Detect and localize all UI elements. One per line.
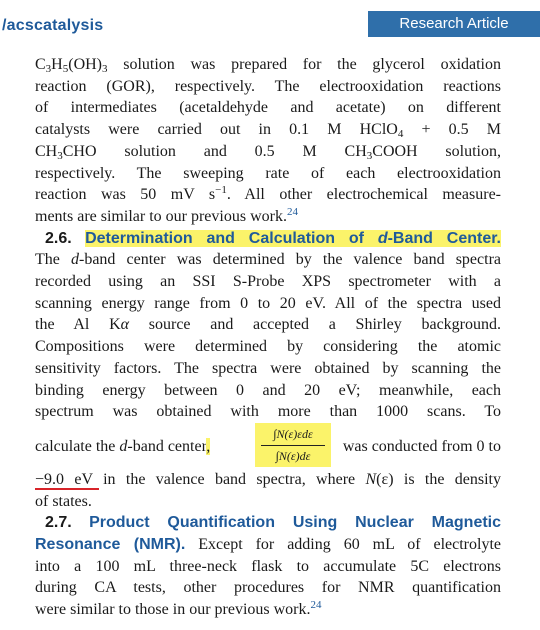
fraction-bar — [261, 445, 325, 446]
text-line: during CA tests, other procedures for NMR quantification — [35, 579, 501, 597]
text-line: respectively. The sweeping rate of each electrooxidation — [35, 164, 501, 182]
article-type-banner — [368, 11, 540, 37]
text-line: reaction was 50 mV $s^{-1}$. All other electrochemical measure- — [35, 184, 501, 204]
text-line: recorded using an SSI S-Probe XPS spectrometer with a — [35, 273, 501, 291]
page-header — [0, 0, 540, 36]
formula-denominator: ∫N(ε)dε — [275, 448, 311, 463]
text-line: Resonance (NMR). Except for adding 60 mL of electrolyte — [35, 536, 501, 554]
article-body — [35, 54, 501, 621]
reference-link[interactable]: 24 — [310, 599, 322, 612]
text-line: $C_3H_5(OH)_3$ solution was prepared for the glycerol oxidation — [35, 56, 501, 75]
text-line: were similar to those in our previous work.$^{24}$ — [35, 599, 322, 619]
section-title: Product Quantification Using Nuclear Magnetic — [89, 514, 502, 532]
text-line: into a 100 mL three-neck flask to accumulate 5C electrons — [35, 557, 501, 575]
text-line: The d-band center was determined by the valence band spectra — [35, 251, 501, 269]
section-heading — [35, 512, 501, 534]
article-type-label: Research Article — [399, 15, 509, 32]
section-heading — [35, 228, 501, 250]
text-line: reaction (GOR), respectively. The electrooxidation reactions — [35, 77, 501, 95]
text-line: binding energy between 0 and 20 eV; meanwhile, each — [35, 381, 501, 399]
text-line: sensitivity factors. The spectra were obtained by scanning the — [35, 359, 501, 377]
text-line: ments are similar to our previous work.$^{24}$ — [35, 205, 298, 225]
journal-url[interactable]: /acscatalysis — [2, 17, 104, 34]
formula-numerator: ∫N(ε)εdε — [273, 426, 313, 441]
red-underline — [35, 488, 99, 490]
reference-link[interactable]: 24 — [286, 205, 298, 218]
text-fragment: calculate the d-band center, — [35, 437, 211, 455]
text-line: catalysts were carried out in 0.1 M HClO$_4$ + 0.5 M — [35, 121, 502, 141]
section-2-7 — [35, 512, 501, 621]
section-2-6 — [35, 228, 501, 513]
text-line: −9.0 eV in the valence band spectra, where N(ε) is the density — [35, 470, 501, 488]
text-fragment: was conducted from 0 to — [342, 437, 501, 455]
section-number: 2.6. — [45, 229, 72, 247]
text-line: the Al Kα source and accepted a Shirley background. — [35, 316, 502, 334]
text-line: spectrum was obtained with more than 1000 scans. To — [35, 403, 501, 421]
text-line: scanning energy range from 0 to 20 eV. All of the spectra used — [35, 294, 501, 312]
text-line: Compositions were determined by considering the atomic — [35, 338, 501, 356]
text-line: of states. — [35, 492, 92, 510]
text-line: $CH_3CHO$ solution and 0.5 M $CH_3COOH$ solution, — [35, 142, 501, 162]
d-band-center-formula — [255, 423, 331, 467]
paragraph-methods — [35, 54, 501, 228]
energy-range-value: −9.0 eV — [35, 470, 93, 488]
section-number: 2.7. — [45, 514, 72, 532]
section-title: Determination and Calculation of d-Band Center. — [85, 229, 502, 247]
formula-line — [35, 423, 501, 469]
section-title-cont: Resonance (NMR). — [35, 536, 186, 554]
text-line: of intermediates (acetaldehyde and acetate) on different — [35, 99, 501, 117]
